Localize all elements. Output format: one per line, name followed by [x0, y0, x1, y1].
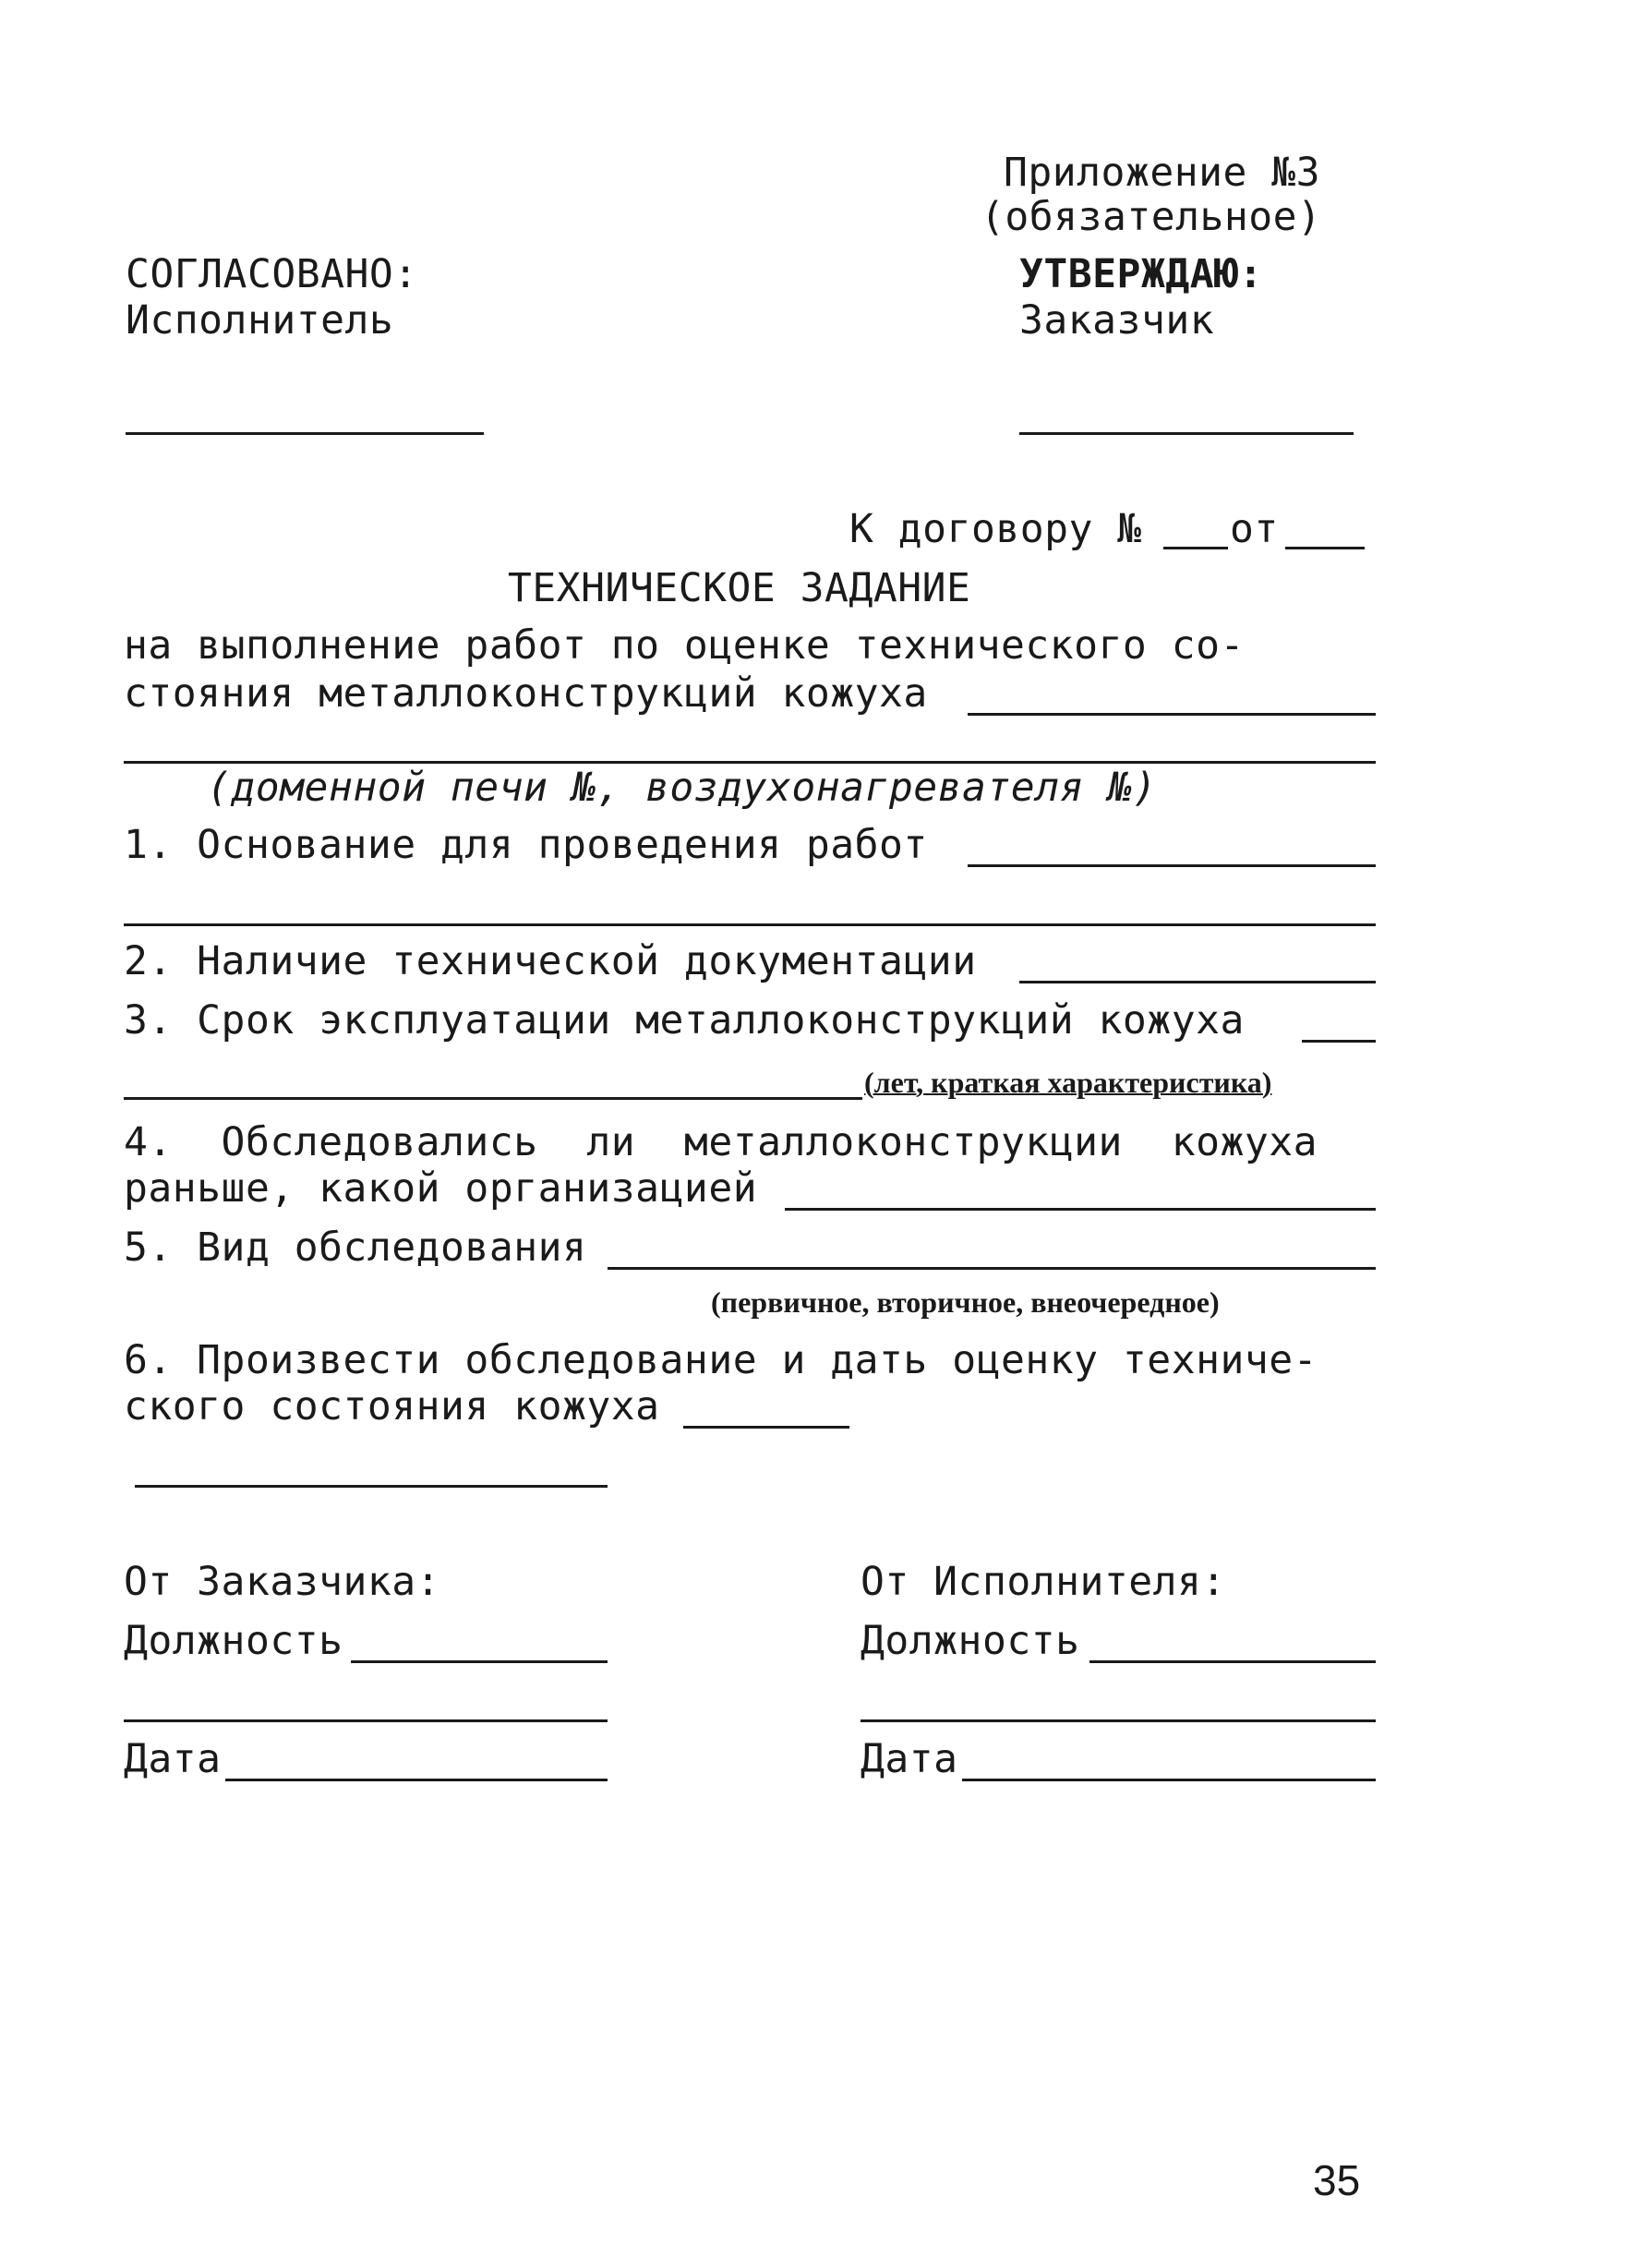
item-1: 1. Основание для проведения работ	[124, 822, 928, 868]
page-number: 35	[1313, 2156, 1361, 2204]
intro-blank-2	[124, 761, 1376, 764]
contractor-position-blank	[1089, 1660, 1376, 1663]
intro-note: (доменной печи №, воздухонагревателя №)	[207, 765, 1158, 811]
contract-number-blank	[1163, 547, 1228, 549]
customer-position-label: Должность	[124, 1618, 343, 1664]
contract-date-blank	[1285, 547, 1365, 549]
contract-from: от	[1230, 506, 1279, 552]
item-6-blank-2	[135, 1485, 608, 1488]
item-4-line-2: раньше, какой организацией	[124, 1165, 758, 1212]
intro-line-2: стояния металлоконструкций кожуха	[124, 670, 928, 717]
confirm-heading: УТВЕРЖДАЮ:	[1019, 251, 1263, 297]
item-3-note: (лет, краткая характеристика)	[864, 1066, 1272, 1099]
contractor-position-label: Должность	[861, 1618, 1080, 1664]
appendix-title: Приложение №3	[1004, 150, 1321, 196]
intro-blank-1	[968, 713, 1376, 716]
item-5-blank	[608, 1267, 1376, 1270]
customer-date-label: Дата	[124, 1736, 222, 1782]
item-5: 5. Вид обследования	[124, 1224, 587, 1271]
approved-by-role: Исполнитель	[126, 297, 394, 344]
item-3: 3. Срок эксплуатации металлоконструкций кожуха	[124, 997, 1245, 1044]
contractor-signature-line	[126, 432, 484, 435]
contractor-date-label: Дата	[861, 1736, 958, 1782]
item-3-blank-2	[124, 1097, 862, 1100]
contractor-heading: От Исполнителя:	[861, 1559, 1226, 1605]
item-5-note: (первичное, вторичное, внеочередное)	[711, 1285, 1220, 1319]
customer-signature-line	[1019, 432, 1354, 435]
approved-by-heading: СОГЛАСОВАНО:	[126, 251, 418, 297]
contract-prefix: К договору №	[849, 506, 1142, 552]
item-4-blank	[785, 1208, 1376, 1211]
customer-position-blank	[351, 1660, 608, 1663]
appendix-subtitle: (обязательное)	[981, 194, 1322, 240]
item-6-line-1: 6. Произвести обследование и дать оценку техниче-	[124, 1337, 1318, 1383]
intro-line-1: на выполнение работ по оценке технического со-	[124, 622, 1245, 669]
contractor-date-blank	[962, 1779, 1376, 1781]
item-6-line-2: ского состояния кожуха	[124, 1383, 660, 1430]
item-3-blank-1	[1302, 1040, 1376, 1043]
customer-date-blank	[225, 1779, 608, 1781]
confirm-role: Заказчик	[1019, 297, 1215, 344]
item-4-line-1: 4. Обследовались ли металлоконструкции кожуха	[124, 1119, 1318, 1165]
item-1-blank-1	[968, 864, 1376, 867]
customer-extra-blank	[124, 1719, 608, 1722]
item-6-blank-1	[683, 1426, 849, 1429]
item-2-blank	[1019, 981, 1376, 983]
document-title: ТЕХНИЧЕСКОЕ ЗАДАНИЕ	[508, 565, 971, 611]
item-1-blank-2	[124, 923, 1376, 926]
customer-heading: От Заказчика:	[124, 1559, 441, 1605]
contractor-extra-blank	[861, 1719, 1376, 1722]
item-2: 2. Наличие технической документации	[124, 938, 977, 984]
